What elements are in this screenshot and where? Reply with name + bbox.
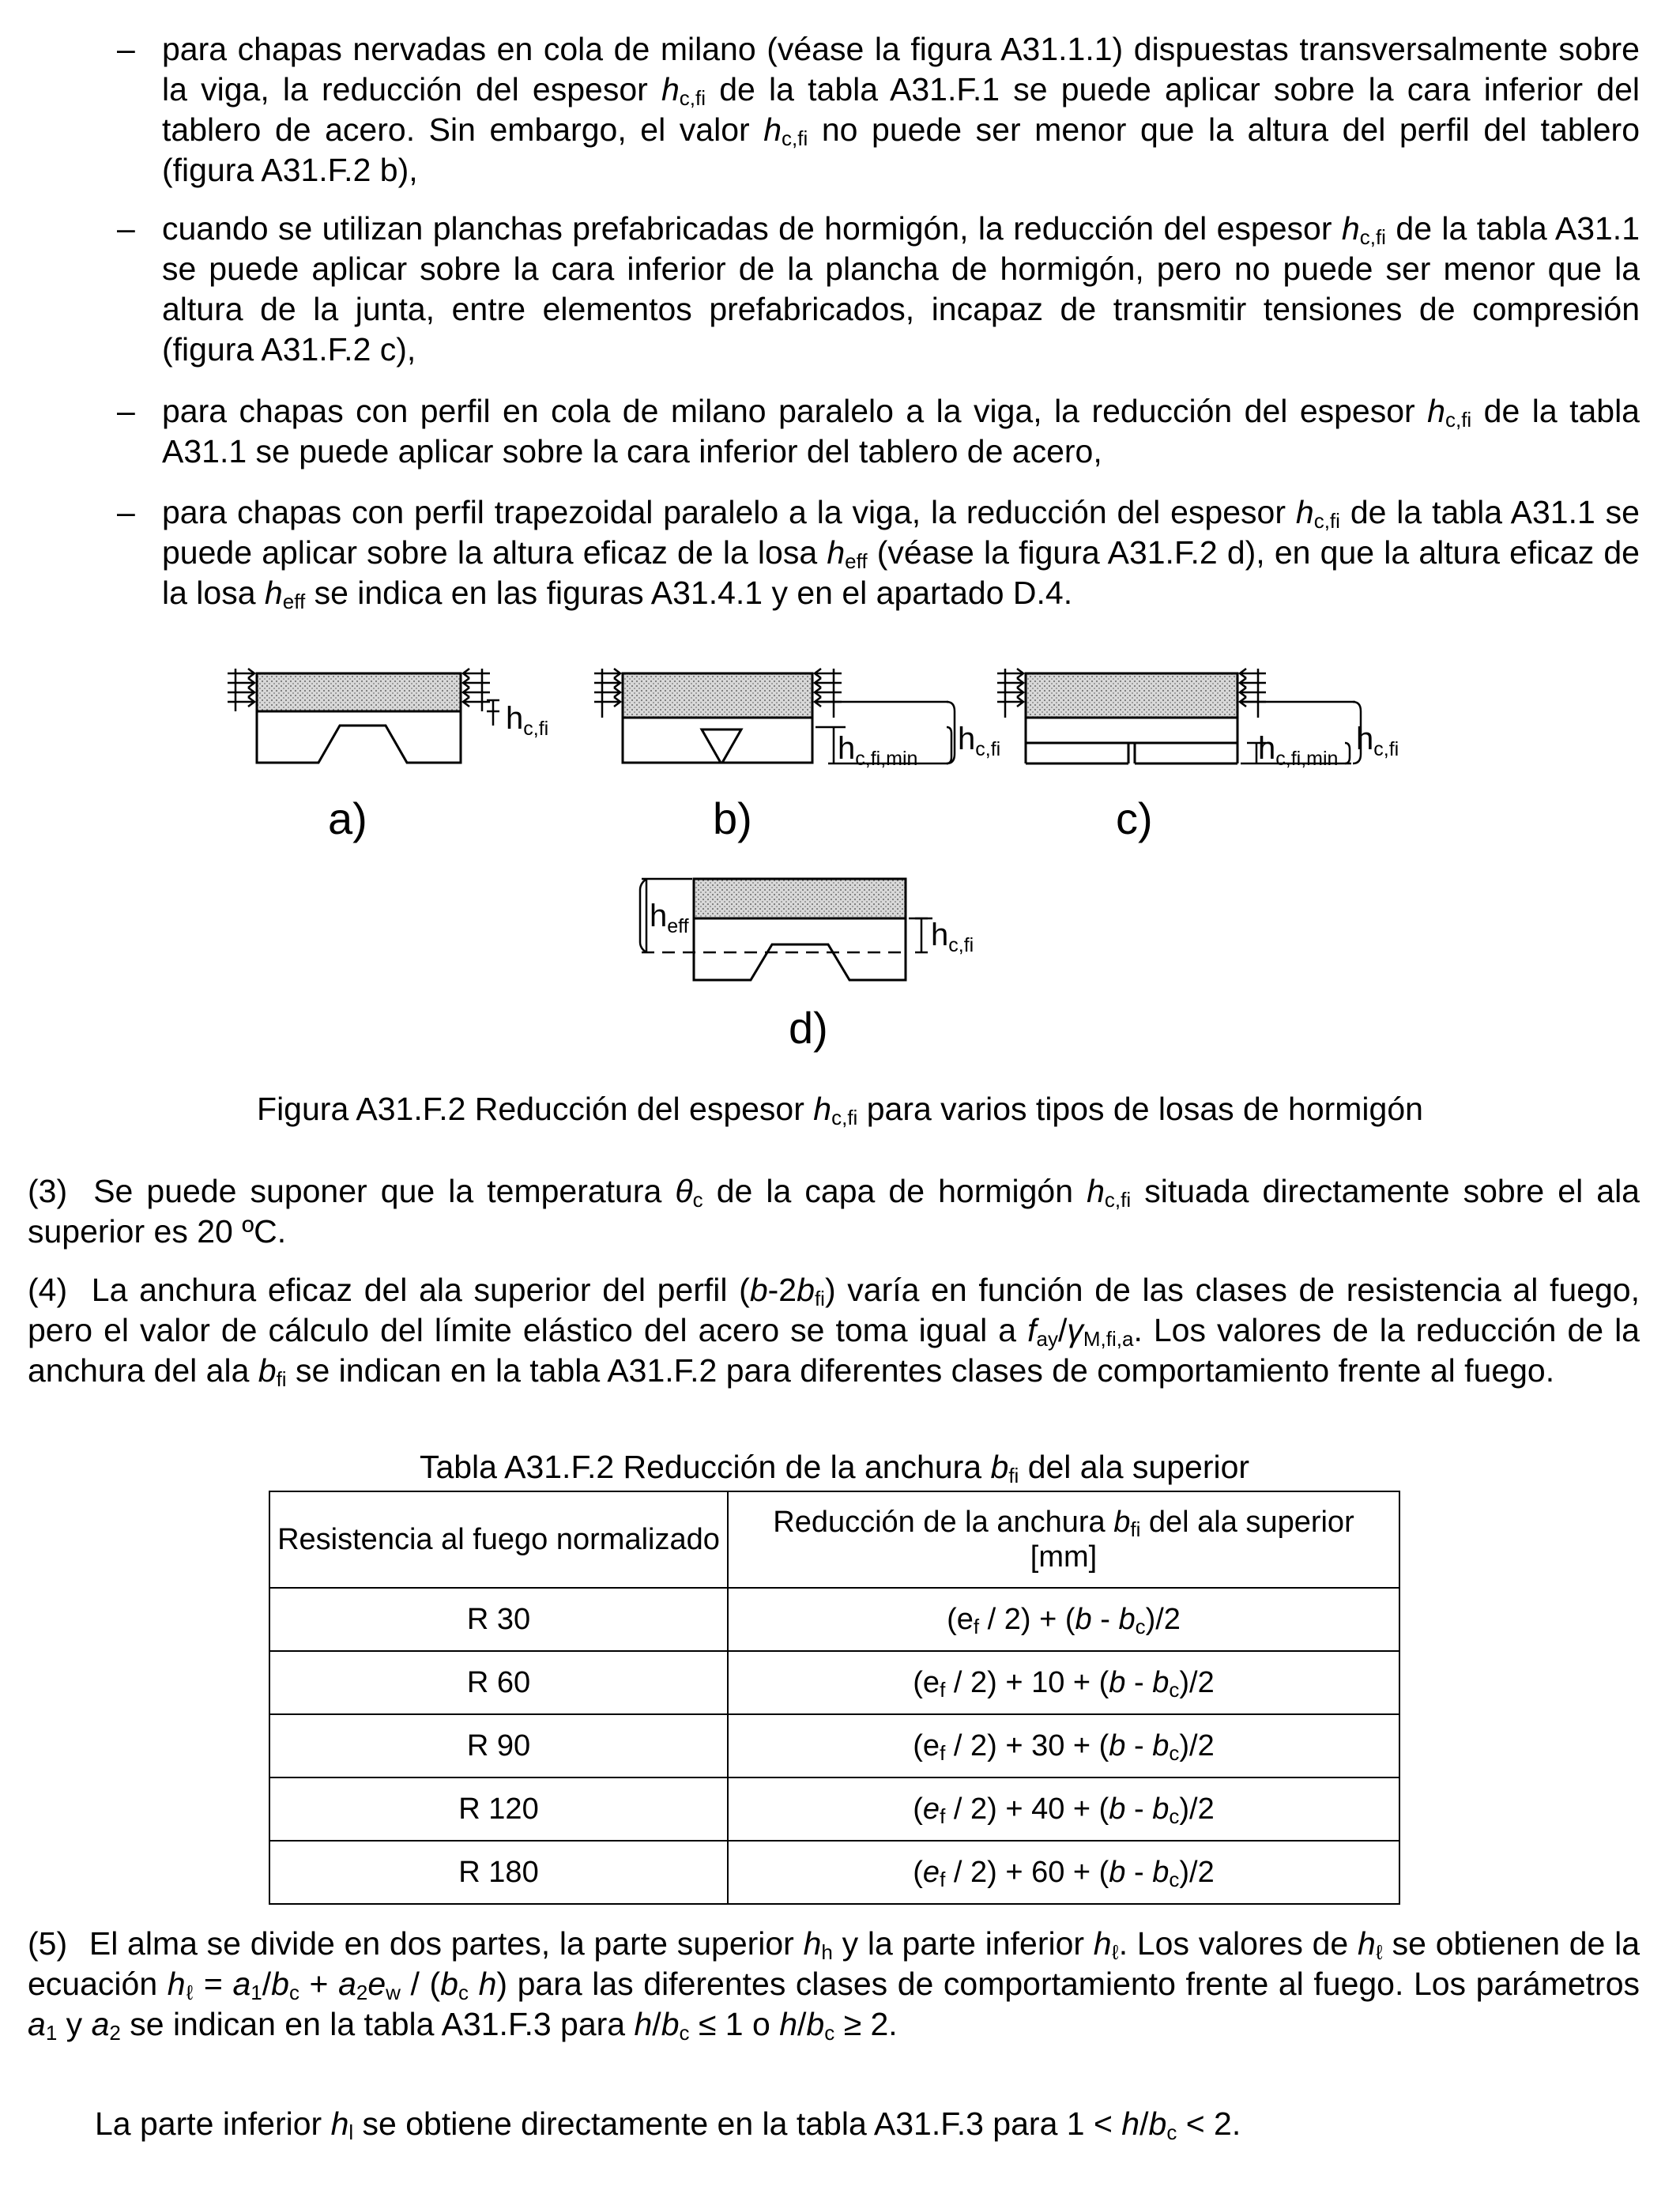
figure-slab-diagrams	[0, 632, 1680, 1075]
dim-label-heff: $h_{eff}$	[650, 899, 689, 937]
table-header-row	[269, 1491, 1399, 1588]
dim-label-hcfi-b: $h_{c,fi}$	[958, 722, 1001, 760]
table-row	[269, 1588, 1399, 1651]
bullet-4: para chapas con perfil trapezoidal paralelo a la viga, la reducción del espesor $h_{c,fi}$ de la tabla A31.1 se puede aplicar sobre la altura eficaz de la losa $h_{eff}$ (véase la figura A31.F.2 d), en que la altura eficaz de la losa $h_{eff}$ se indica en las figuras A31.4.1 y en el apartado D.4.	[162, 494, 1640, 613]
paragraph-3: (3) Se puede suponer que la temperatura $\theta_c$ de la capa de hormigón $h_{c,fi}$ situada directamente sobre el ala superior es 20 ºC.	[28, 1173, 1640, 1250]
bullet-1: para chapas nervadas en cola de milano (véase la figura A31.1.1) dispuestas transversalmente sobre la viga, la reducción del espesor $h_{c,fi}$ de la tabla A31.F.1 se puede aplicar sobre la cara inferior del tablero de acero. Sin embargo, el valor $h_{c,fi}$ no puede ser menor que la altura del perfil del tablero (figura A31.F.2 b),	[162, 31, 1640, 188]
cell-class: R 120	[269, 1777, 728, 1841]
table-row	[269, 1841, 1399, 1904]
bullet-2: cuando se utilizan planchas prefabricadas de hormigón, la reducción del espesor $h_{c,fi}$ de la tabla A31.1 se puede aplicar sobre la cara inferior de la plancha de hormigón, pero no puede ser menor que la altura de la junta, entre elementos prefabricados, incapaz de transmitir tensiones de compresión (figura A31.F.2 c),	[162, 210, 1640, 368]
table-caption: Tabla A31.F.2 Reducción de la anchura $b_{fi}$ del ala superior	[419, 1449, 1250, 1487]
cell-class: R 180	[269, 1841, 728, 1904]
dim-label-hcfi-d: $h_{c,fi}$	[931, 918, 974, 956]
paragraph-5: (5) El alma se divide en dos partes, la parte superior $h_h$ y la parte inferior $h_\ell$. Los valores de $h_\ell$ se obtienen de la ecuación $h_\ell = a_1/b_c + a_2e_w / (b_c$ h) para las diferentes clases de comportamiento frente al fuego. Los parámetros $a_1$ y $a_2$ se indican en la tabla A31.F.3 para $h/b_c \le 1$ o $h/b_c \ge 2$.	[28, 1925, 1640, 2045]
diagram-a	[228, 669, 499, 763]
table-row	[269, 1651, 1399, 1714]
label-c: c)	[1116, 794, 1153, 843]
table-row	[269, 1714, 1399, 1777]
cell-formula: $(e_f / 2) + 60 + (b - b_c)/2$	[728, 1841, 1399, 1904]
bullet-dash: –	[117, 494, 135, 530]
cell-formula: $(e_f / 2) + 10 + (b - b_c)/2$	[728, 1651, 1399, 1714]
paragraph-6: La parte inferior $h_l$ se obtiene directamente en la tabla A31.F.3 para $1 < h/b_c < 2$.	[95, 2105, 1241, 2144]
cell-class: R 90	[269, 1714, 728, 1777]
header-fire-resistance: Resistencia al fuego normalizado	[269, 1491, 728, 1588]
dim-label-hcfi-c: $h_{c,fi}$	[1356, 722, 1399, 760]
cell-formula: $(e_f / 2) + 40 + (b - b_c)/2$	[728, 1777, 1399, 1841]
label-d: d)	[789, 1003, 828, 1053]
dim-label-hcfimin-c: $h_{c,fi,min}$	[1258, 731, 1339, 770]
header-width-reduction: Reducción de la anchura $b_{fi}$ del ala superior [mm]	[728, 1491, 1399, 1588]
bullet-dash: –	[117, 210, 135, 247]
dim-label-hcfimin-b: $h_{c,fi,min}$	[838, 731, 918, 770]
bullet-dash: –	[117, 393, 135, 429]
cell-class: R 30	[269, 1588, 728, 1651]
cell-formula: $(e_f / 2) + 30 + (b - b_c)/2$	[728, 1714, 1399, 1777]
paragraph-4: (4) La anchura eficaz del ala superior del perfil $(b-2b_{fi})$ varía en función de las clases de resistencia al fuego, pero el valor de cálculo del límite elástico del acero se toma igual a $f_{ay}/\gamma_{M,fi,a}$. Los valores de la reducción de la anchura del ala $b_{fi}$ se indican en la tabla A31.F.2 para diferentes clases de comportamiento frente al fuego.	[28, 1272, 1640, 1391]
label-a: a)	[328, 794, 367, 843]
label-b: b)	[713, 794, 752, 843]
bullet-dash: –	[117, 31, 135, 67]
bullet-3: para chapas con perfil en cola de milano paralelo a la viga, la reducción del espesor $h_{c,fi}$ de la tabla A31.1 se puede aplicar sobre la cara inferior del tablero de acero,	[162, 393, 1640, 469]
cell-class: R 60	[269, 1651, 728, 1714]
cell-formula: $(e_f / 2) + (b - b_c)/2$	[728, 1588, 1399, 1651]
reduction-table	[269, 1491, 1400, 1905]
dim-label-hcfi: $h_{c,fi}$	[506, 701, 549, 740]
figure-caption: Figura A31.F.2 Reducción del espesor $h_{c,fi}$ para varios tipos de losas de hormigón	[257, 1091, 1423, 1129]
table-row	[269, 1777, 1399, 1841]
